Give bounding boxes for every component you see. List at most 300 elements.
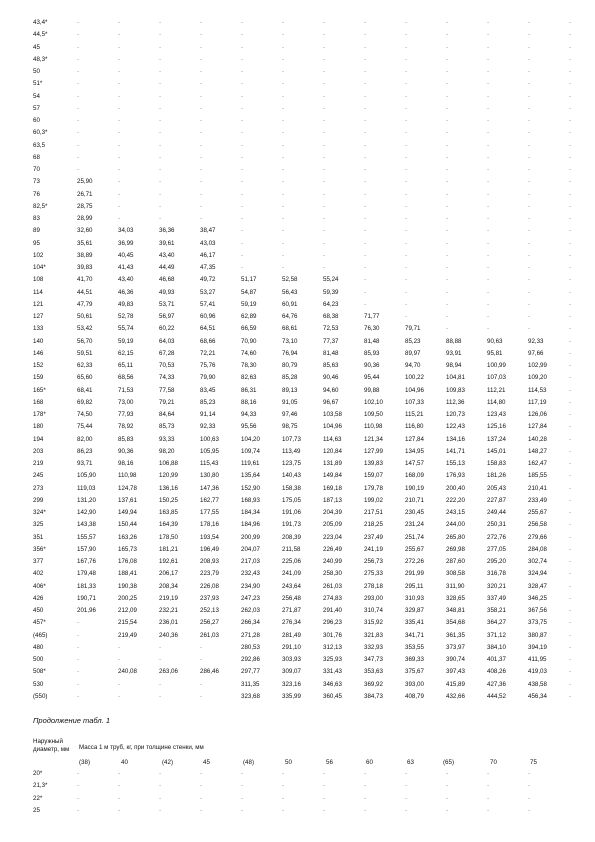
mass-value-cell: 281,49 bbox=[282, 631, 301, 639]
mass-value-cell: · bbox=[200, 215, 203, 223]
mass-value-cell: · bbox=[200, 643, 203, 651]
mass-value-cell: 249,44 bbox=[487, 509, 506, 517]
mass-value-cell: 74,50 bbox=[77, 411, 93, 419]
mass-value-cell: · bbox=[528, 276, 531, 284]
mass-value-cell: · bbox=[405, 300, 408, 308]
table-row bbox=[33, 581, 577, 593]
mass-value-cell: · bbox=[282, 68, 285, 76]
mass-value-cell: 373,97 bbox=[446, 643, 465, 651]
outer-diameter-cell: 325 bbox=[33, 521, 44, 529]
mass-value-cell: · bbox=[200, 43, 203, 51]
mass-value-cell: 277,05 bbox=[487, 545, 506, 553]
mass-value-cell: · bbox=[241, 43, 244, 51]
mass-value-cell: · bbox=[487, 325, 490, 333]
mass-value-cell: 122,43 bbox=[446, 423, 465, 431]
outer-diameter-cell: 402 bbox=[33, 570, 44, 578]
mass-value-cell: · bbox=[364, 288, 367, 296]
mass-value-cell: · bbox=[323, 166, 326, 174]
mass-value-cell: 46,68 bbox=[159, 276, 175, 284]
table-row bbox=[33, 495, 577, 507]
mass-value-cell: · bbox=[446, 19, 449, 27]
mass-value-cell: · bbox=[569, 43, 572, 51]
mass-value-cell: 250,31 bbox=[487, 521, 506, 529]
mass-value-cell: 240,99 bbox=[323, 558, 342, 566]
mass-value-cell: · bbox=[118, 80, 121, 88]
mass-value-cell: · bbox=[364, 178, 367, 186]
mass-value-cell: 82,63 bbox=[241, 374, 257, 382]
table-row bbox=[33, 666, 577, 678]
outer-diameter-cell: 203 bbox=[33, 447, 44, 455]
outer-diameter-cell: 165* bbox=[33, 386, 46, 394]
mass-value-cell: 43,40 bbox=[159, 251, 175, 259]
table-row bbox=[33, 691, 577, 703]
mass-value-cell: 165,73 bbox=[118, 545, 137, 553]
mass-value-cell: · bbox=[241, 129, 244, 137]
mass-value-cell: 46,36 bbox=[118, 288, 134, 296]
mass-value-cell: · bbox=[446, 178, 449, 186]
outer-diameter-cell: 102 bbox=[33, 251, 44, 259]
outer-diameter-cell: 324* bbox=[33, 509, 46, 517]
mass-value-cell: 444,52 bbox=[487, 692, 506, 700]
mass-value-cell: · bbox=[77, 80, 80, 88]
mass-value-cell: · bbox=[569, 313, 572, 321]
mass-value-cell: · bbox=[159, 770, 162, 778]
mass-value-cell: 364,27 bbox=[487, 619, 506, 627]
mass-value-cell: · bbox=[118, 190, 121, 198]
mass-value-cell: 68,41 bbox=[77, 386, 93, 394]
outer-diameter-cell: 20* bbox=[33, 770, 43, 778]
mass-value-cell: · bbox=[528, 117, 531, 125]
mass-value-cell: · bbox=[569, 619, 572, 627]
mass-value-cell: · bbox=[159, 31, 162, 39]
mass-value-cell: 73,10 bbox=[282, 337, 298, 345]
mass-value-cell: 315,92 bbox=[364, 619, 383, 627]
mass-value-cell: · bbox=[364, 190, 367, 198]
table-row bbox=[33, 287, 577, 299]
mass-value-cell: 47,35 bbox=[200, 264, 216, 272]
table-row bbox=[33, 372, 577, 384]
mass-value-cell: 328,47 bbox=[528, 582, 547, 590]
mass-value-cell: 347,73 bbox=[364, 656, 383, 664]
mass-value-cell: 52,78 bbox=[118, 313, 134, 321]
mass-value-cell: 68,56 bbox=[118, 374, 134, 382]
mass-value-cell: · bbox=[282, 141, 285, 149]
mass-value-cell: · bbox=[405, 782, 408, 790]
outer-diameter-cell: 108 bbox=[33, 276, 44, 284]
mass-value-cell: · bbox=[364, 166, 367, 174]
mass-value-cell: 415,89 bbox=[446, 680, 465, 688]
mass-value-cell: · bbox=[323, 770, 326, 778]
outer-diameter-cell: 299 bbox=[33, 496, 44, 504]
mass-value-cell: · bbox=[241, 190, 244, 198]
mass-value-cell: · bbox=[569, 31, 572, 39]
outer-diameter-cell: 121 bbox=[33, 300, 44, 308]
mass-value-cell: · bbox=[323, 43, 326, 51]
mass-value-cell: · bbox=[77, 631, 80, 639]
mass-value-cell: 104,20 bbox=[241, 435, 260, 443]
mass-table-body bbox=[33, 17, 577, 703]
mass-value-cell: 110,98 bbox=[364, 423, 383, 431]
mass-value-cell: 62,33 bbox=[77, 362, 93, 370]
mass-value-cell: · bbox=[487, 92, 490, 100]
outer-diameter-cell: 406* bbox=[33, 582, 46, 590]
outer-diameter-cell: 89 bbox=[33, 227, 40, 235]
mass-value-cell: · bbox=[446, 215, 449, 223]
mass-value-cell: 184,34 bbox=[241, 509, 260, 517]
mass-value-cell: 60,91 bbox=[282, 300, 298, 308]
mass-value-cell: 222,20 bbox=[446, 496, 465, 504]
mass-value-cell: 93,71 bbox=[77, 460, 93, 468]
mass-value-cell: · bbox=[364, 300, 367, 308]
mass-value-cell: 384,73 bbox=[364, 692, 383, 700]
mass-value-cell: 323,68 bbox=[241, 692, 260, 700]
mass-value-cell: · bbox=[528, 55, 531, 63]
table-row bbox=[33, 385, 577, 397]
mass-value-cell: 70,53 bbox=[159, 362, 175, 370]
outer-diameter-cell: 50 bbox=[33, 68, 40, 76]
mass-value-cell: 284,08 bbox=[528, 545, 547, 553]
mass-value-cell: 59,39 bbox=[323, 288, 339, 296]
mass-value-cell: 240,08 bbox=[118, 668, 137, 676]
mass-value-cell: · bbox=[405, 794, 408, 802]
mass-value-cell: · bbox=[487, 202, 490, 210]
mass-value-cell: 77,93 bbox=[118, 411, 134, 419]
mass-value-cell: · bbox=[241, 19, 244, 27]
mass-value-cell: · bbox=[118, 794, 121, 802]
mass-value-cell: 181,26 bbox=[487, 472, 506, 480]
mass-value-cell: 53,42 bbox=[77, 325, 93, 333]
mass-value-cell: · bbox=[323, 215, 326, 223]
mass-value-cell: · bbox=[446, 239, 449, 247]
mass-value-cell: 79,21 bbox=[159, 398, 175, 406]
next-table-header bbox=[33, 738, 573, 768]
mass-value-cell: · bbox=[569, 509, 572, 517]
mass-value-cell: 384,10 bbox=[487, 643, 506, 651]
mass-value-cell: · bbox=[118, 92, 121, 100]
mass-value-cell: · bbox=[241, 68, 244, 76]
mass-value-cell: · bbox=[241, 92, 244, 100]
mass-value-cell: 64,03 bbox=[159, 337, 175, 345]
mass-value-cell: 147,36 bbox=[200, 484, 219, 492]
mass-value-cell: · bbox=[159, 153, 162, 161]
mass-value-cell: 176,08 bbox=[118, 558, 137, 566]
thickness-column-header: (42) bbox=[162, 759, 174, 766]
mass-value-cell: 51,17 bbox=[241, 276, 257, 284]
outer-diameter-cell: 82,5* bbox=[33, 202, 48, 210]
mass-value-cell: · bbox=[241, 251, 244, 259]
table-row bbox=[33, 421, 577, 433]
mass-value-cell: · bbox=[487, 300, 490, 308]
mass-value-cell: · bbox=[569, 190, 572, 198]
table-row bbox=[33, 593, 577, 605]
mass-value-cell: 92,33 bbox=[528, 337, 544, 345]
mass-value-cell: 90,63 bbox=[487, 337, 503, 345]
mass-value-cell: · bbox=[282, 166, 285, 174]
mass-value-cell: 39,61 bbox=[159, 239, 175, 247]
mass-value-cell: 139,83 bbox=[364, 460, 383, 468]
mass-value-cell: · bbox=[323, 68, 326, 76]
mass-value-cell: · bbox=[487, 141, 490, 149]
mass-value-cell: 237,49 bbox=[364, 533, 383, 541]
mass-value-cell: 226,08 bbox=[200, 582, 219, 590]
mass-value-cell: 59,19 bbox=[118, 337, 134, 345]
mass-value-cell: 181,33 bbox=[77, 582, 96, 590]
table-row bbox=[33, 176, 577, 188]
mass-value-cell: 208,34 bbox=[159, 582, 178, 590]
mass-value-cell: 236,01 bbox=[159, 619, 178, 627]
outer-diameter-cell: 426 bbox=[33, 594, 44, 602]
mass-value-cell: · bbox=[487, 153, 490, 161]
mass-value-cell: 98,16 bbox=[118, 460, 134, 468]
mass-value-cell: 175,05 bbox=[282, 496, 301, 504]
mass-value-cell: 120,73 bbox=[446, 411, 465, 419]
mass-value-cell: 65,60 bbox=[77, 374, 93, 382]
table-row bbox=[33, 360, 577, 372]
mass-value-cell: 291,99 bbox=[405, 570, 424, 578]
mass-value-cell: 126,06 bbox=[528, 411, 547, 419]
mass-value-cell: · bbox=[569, 325, 572, 333]
mass-value-cell: 291,10 bbox=[282, 643, 301, 651]
mass-value-cell: 41,70 bbox=[77, 276, 93, 284]
outer-diameter-cell: 48,3* bbox=[33, 55, 48, 63]
mass-value-cell: · bbox=[569, 227, 572, 235]
mass-value-cell: · bbox=[118, 643, 121, 651]
table-row bbox=[33, 630, 577, 642]
mass-value-cell: 390,74 bbox=[446, 656, 465, 664]
mass-value-cell: 208,93 bbox=[200, 558, 219, 566]
mass-value-cell: 131,89 bbox=[323, 460, 342, 468]
mass-value-cell: 301,76 bbox=[323, 631, 342, 639]
outer-diameter-cell: 178* bbox=[33, 411, 46, 419]
outer-diameter-cell: 140 bbox=[33, 337, 44, 345]
mass-value-cell: · bbox=[118, 166, 121, 174]
mass-value-cell: · bbox=[569, 472, 572, 480]
mass-value-cell: 360,45 bbox=[323, 692, 342, 700]
mass-value-cell: · bbox=[159, 166, 162, 174]
mass-value-cell: · bbox=[282, 55, 285, 63]
mass-value-cell: · bbox=[241, 117, 244, 125]
mass-value-cell: · bbox=[241, 104, 244, 112]
mass-value-cell: · bbox=[569, 80, 572, 88]
table-row bbox=[33, 140, 577, 152]
mass-value-cell: 134,16 bbox=[446, 435, 465, 443]
mass-value-cell: · bbox=[200, 141, 203, 149]
mass-value-cell: · bbox=[200, 782, 203, 790]
mass-value-cell: 269,98 bbox=[446, 545, 465, 553]
mass-value-cell: 158,38 bbox=[282, 484, 301, 492]
mass-value-cell: 263,06 bbox=[159, 668, 178, 676]
mass-value-cell: 127,99 bbox=[364, 447, 383, 455]
mass-value-cell: · bbox=[405, 190, 408, 198]
mass-value-cell: · bbox=[487, 43, 490, 51]
mass-value-cell: · bbox=[323, 190, 326, 198]
mass-value-cell: 371,12 bbox=[487, 631, 506, 639]
mass-value-cell: 121,34 bbox=[364, 435, 383, 443]
mass-value-cell: · bbox=[241, 794, 244, 802]
mass-value-cell: · bbox=[487, 770, 490, 778]
table-row bbox=[33, 17, 577, 29]
mass-value-cell: 312,13 bbox=[323, 643, 342, 651]
mass-value-cell: · bbox=[569, 423, 572, 431]
outer-diameter-cell: 219 bbox=[33, 460, 44, 468]
table-row bbox=[33, 458, 577, 470]
next-mass-table bbox=[33, 768, 569, 817]
mass-value-cell: 148,27 bbox=[528, 447, 547, 455]
mass-value-cell: · bbox=[200, 178, 203, 186]
mass-value-cell: · bbox=[528, 129, 531, 137]
table-row bbox=[33, 568, 577, 580]
mass-value-cell: · bbox=[282, 227, 285, 235]
mass-value-cell: · bbox=[118, 141, 121, 149]
mass-value-cell: 163,26 bbox=[118, 533, 137, 541]
mass-value-cell: · bbox=[159, 19, 162, 27]
mass-value-cell: 191,06 bbox=[282, 509, 301, 517]
mass-value-cell: 190,38 bbox=[118, 582, 137, 590]
table-row bbox=[33, 434, 577, 446]
mass-value-cell: 140,43 bbox=[282, 472, 301, 480]
mass-value-cell: · bbox=[200, 190, 203, 198]
mass-value-cell: 57,41 bbox=[200, 300, 216, 308]
mass-value-cell: 223,79 bbox=[200, 570, 219, 578]
mass-value-cell: · bbox=[528, 43, 531, 51]
outer-diameter-cell: 168 bbox=[33, 398, 44, 406]
mass-value-cell: · bbox=[364, 129, 367, 137]
mass-value-cell: · bbox=[241, 141, 244, 149]
mass-value-cell: 130,80 bbox=[200, 472, 219, 480]
outer-diameter-cell: 351 bbox=[33, 533, 44, 541]
mass-value-cell: · bbox=[446, 288, 449, 296]
mass-value-cell: · bbox=[118, 153, 121, 161]
mass-value-cell: 177,55 bbox=[200, 509, 219, 517]
mass-value-cell: · bbox=[487, 55, 490, 63]
mass-value-cell: · bbox=[569, 153, 572, 161]
mass-value-cell: 89,97 bbox=[405, 349, 421, 357]
mass-value-cell: 62,89 bbox=[241, 313, 257, 321]
outer-diameter-cell: 159 bbox=[33, 374, 44, 382]
mass-value-cell: · bbox=[446, 43, 449, 51]
mass-value-cell: 158,83 bbox=[487, 460, 506, 468]
mass-value-cell: · bbox=[487, 794, 490, 802]
mass-value-cell: 107,33 bbox=[405, 398, 424, 406]
mass-value-cell: 135,64 bbox=[241, 472, 260, 480]
mass-value-cell: 157,90 bbox=[77, 545, 96, 553]
mass-value-cell: 71,77 bbox=[364, 313, 380, 321]
mass-value-cell: · bbox=[446, 68, 449, 76]
mass-value-cell: · bbox=[282, 80, 285, 88]
mass-value-cell: 141,71 bbox=[446, 447, 465, 455]
mass-value-cell: · bbox=[241, 806, 244, 814]
table-row bbox=[33, 409, 577, 421]
mass-value-cell: 104,96 bbox=[323, 423, 342, 431]
mass-value-cell: 93,91 bbox=[446, 349, 462, 357]
mass-value-cell: · bbox=[528, 782, 531, 790]
mass-value-cell: · bbox=[323, 117, 326, 125]
mass-value-cell: · bbox=[77, 117, 80, 125]
mass-value-cell: 295,20 bbox=[487, 558, 506, 566]
mass-value-cell: · bbox=[200, 104, 203, 112]
table-row bbox=[33, 127, 577, 139]
mass-value-cell: · bbox=[405, 80, 408, 88]
outer-diameter-cell: (550) bbox=[33, 692, 48, 700]
mass-value-cell: 311,35 bbox=[241, 680, 260, 688]
mass-value-cell: 50,61 bbox=[77, 313, 93, 321]
outer-diameter-cell: 51* bbox=[33, 80, 43, 88]
outer-diameter-cell: 45 bbox=[33, 43, 40, 51]
outer-diameter-cell: 127 bbox=[33, 313, 44, 321]
mass-value-cell: · bbox=[282, 153, 285, 161]
outer-diameter-cell: 377 bbox=[33, 558, 44, 566]
mass-value-cell: 43,40 bbox=[118, 276, 134, 284]
mass-value-cell: 64,51 bbox=[200, 325, 216, 333]
mass-value-cell: · bbox=[200, 794, 203, 802]
mass-value-cell: 232,21 bbox=[159, 607, 178, 615]
mass-value-cell: 187,13 bbox=[323, 496, 342, 504]
mass-value-cell: · bbox=[405, 215, 408, 223]
mass-value-cell: · bbox=[405, 104, 408, 112]
mass-value-cell: · bbox=[487, 166, 490, 174]
mass-value-cell: · bbox=[200, 68, 203, 76]
mass-value-cell: 89,13 bbox=[282, 386, 298, 394]
mass-value-cell: 335,99 bbox=[282, 692, 301, 700]
table-row bbox=[33, 164, 577, 176]
mass-value-cell: · bbox=[569, 545, 572, 553]
mass-value-cell: · bbox=[446, 794, 449, 802]
mass-value-cell: · bbox=[118, 202, 121, 210]
mass-value-cell: 103,58 bbox=[323, 411, 342, 419]
mass-value-cell: 81,48 bbox=[323, 349, 339, 357]
mass-value-cell: 230,45 bbox=[405, 509, 424, 517]
mass-value-cell: 95,44 bbox=[364, 374, 380, 382]
mass-value-cell: · bbox=[282, 251, 285, 259]
mass-value-cell: 217,03 bbox=[241, 558, 260, 566]
mass-value-cell: 200,40 bbox=[446, 484, 465, 492]
table-row bbox=[33, 336, 577, 348]
mass-value-cell: · bbox=[364, 782, 367, 790]
table-row bbox=[33, 262, 577, 274]
mass-value-cell: 179,48 bbox=[77, 570, 96, 578]
mass-value-cell: · bbox=[323, 251, 326, 259]
mass-value-cell: · bbox=[241, 166, 244, 174]
thickness-column-header: (65) bbox=[443, 759, 455, 766]
mass-value-cell: 85,83 bbox=[118, 435, 134, 443]
mass-value-cell: · bbox=[569, 631, 572, 639]
mass-value-cell: · bbox=[159, 215, 162, 223]
mass-value-cell: · bbox=[364, 104, 367, 112]
mass-value-cell: 256,73 bbox=[364, 558, 383, 566]
mass-value-cell: 109,50 bbox=[364, 411, 383, 419]
mass-value-cell: · bbox=[323, 782, 326, 790]
mass-value-cell: · bbox=[528, 264, 531, 272]
mass-value-cell: · bbox=[200, 55, 203, 63]
mass-value-cell: 88,88 bbox=[446, 337, 462, 345]
mass-value-cell: 94,70 bbox=[405, 362, 421, 370]
mass-value-cell: 115,43 bbox=[200, 460, 219, 468]
mass-value-cell: 155,13 bbox=[446, 460, 465, 468]
mass-value-cell: · bbox=[159, 202, 162, 210]
mass-value-cell: · bbox=[405, 141, 408, 149]
table-row bbox=[33, 213, 577, 225]
mass-value-cell: 97,66 bbox=[528, 349, 544, 357]
mass-value-cell: 105,95 bbox=[200, 447, 219, 455]
mass-value-cell: · bbox=[282, 190, 285, 198]
mass-value-cell: 104,81 bbox=[446, 374, 465, 382]
mass-value-cell: · bbox=[77, 68, 80, 76]
outer-diameter-cell: 480 bbox=[33, 643, 44, 651]
mass-value-cell: 112,36 bbox=[446, 398, 465, 406]
mass-value-cell: 373,75 bbox=[528, 619, 547, 627]
mass-value-cell: 265,80 bbox=[446, 533, 465, 541]
mass-value-cell: · bbox=[282, 215, 285, 223]
